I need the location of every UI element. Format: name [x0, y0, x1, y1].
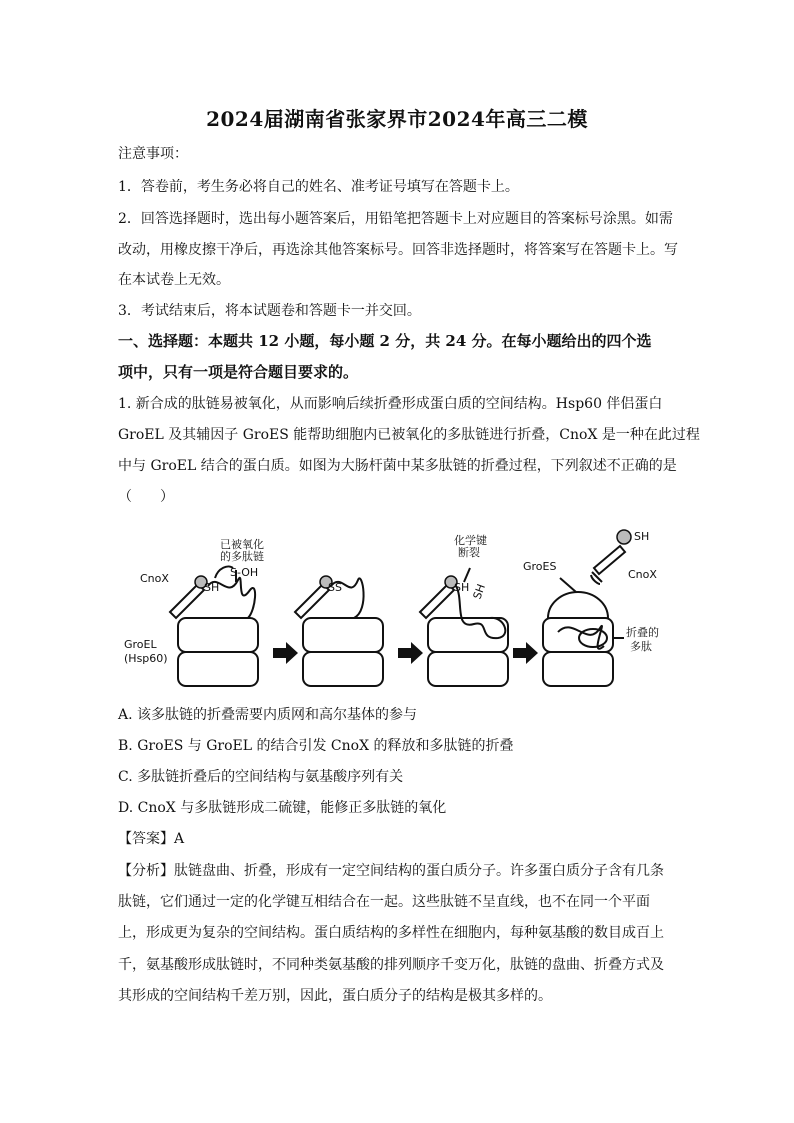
- label-sh-top: SH: [634, 530, 650, 543]
- section-heading: 一、选择题：本题共 12 小题，每小题 2 分，共 24 分。在每小题给出的四个选: [118, 332, 652, 350]
- notice-line: 在本试卷上无效。: [118, 272, 230, 288]
- analysis-line: 千，氨基酸形成肽链时，不同种类氨基酸的排列顺序千变万化，肽链的盘曲、折叠方式及: [118, 957, 664, 973]
- label-hsp60: (Hsp60): [124, 652, 168, 665]
- answer: 【答案】A: [118, 831, 185, 847]
- label-bond: 断裂: [458, 546, 480, 559]
- option-b: B. GroES 与 GroEL 的结合引发 CnoX 的释放和多肽链的折叠: [118, 738, 514, 754]
- question-stem: GroEL 及其辅因子 GroES 能帮助细胞内已被氧化的多肽链进行折叠，CnoX 是一种在此过程: [118, 427, 700, 443]
- cnox-rod: [420, 584, 454, 618]
- label-oxidized: 的多肽链: [220, 550, 264, 563]
- notice-line: 3．考试结束后，将本试题卷和答题卡一并交回。: [118, 303, 421, 319]
- groes-cap: [548, 592, 608, 618]
- label-sh-rotated: SH: [470, 582, 489, 602]
- label-cnox: CnoX: [140, 572, 169, 585]
- option-c: C. 多肽链折叠后的空间结构与氨基酸序列有关: [118, 769, 404, 785]
- analysis-line: 肽链，它们通过一定的化学键互相结合在一起。这些肽链不呈直线，也不在同一个平面: [118, 894, 650, 910]
- groel-ring: [543, 652, 613, 686]
- groel-ring: [178, 618, 258, 652]
- question-stem: 中与 GroEL 结合的蛋白质。如图为大肠杆菌中某多肽链的折叠过程，下列叙述不正确的是: [118, 458, 677, 474]
- groel-ring: [178, 652, 258, 686]
- analysis-line: 【分析】肽链盘曲、折叠，形成有一定空间结构的蛋白质分子。许多蛋白质分子含有几条: [118, 863, 664, 879]
- question-stem: 1. 新合成的肽链易被氧化，从而影响后续折叠形成蛋白质的空间结构。Hsp60 伴侣蛋白: [118, 396, 663, 412]
- folding-diagram: [118, 520, 678, 700]
- process-arrow-icon: [273, 642, 298, 664]
- groel-ring: [303, 652, 383, 686]
- notice-heading: 注意事项：: [118, 146, 188, 162]
- question-stem: （ ）: [118, 489, 174, 505]
- pointer-line: [464, 568, 470, 582]
- notice-line: 2．回答选择题时，选出每小题答案后，用铅笔把答题卡上对应题目的答案标号涂黑。如需: [118, 211, 673, 227]
- label-folded: 多肽: [630, 640, 652, 653]
- option-d: D. CnoX 与多肽链形成二硫键，能修正多肽链的氧化: [118, 800, 447, 816]
- process-arrow-icon: [398, 642, 423, 664]
- analysis-line: 上，形成更为复杂的空间结构。蛋白质结构的多样性在细胞内，每种氨基酸的数目成百上: [118, 925, 664, 941]
- process-arrow-icon: [513, 642, 538, 664]
- label-groes: GroES: [523, 560, 557, 573]
- section-heading: 项中，只有一项是符合题目要求的。: [118, 363, 359, 381]
- label-folded: 折叠的: [626, 626, 659, 639]
- cnox-rod: [594, 546, 625, 574]
- groel-ring: [428, 618, 508, 652]
- option-a: A. 该多肽链的折叠需要内质网和高尔基体的参与: [118, 707, 418, 723]
- label-ss: SS: [328, 581, 342, 594]
- label-soh: S-OH: [230, 566, 259, 579]
- label-cnox-right: CnoX: [628, 568, 657, 581]
- page-title: 2024届湖南省张家界市2024年高三二模: [206, 107, 588, 131]
- notice-line: 改动，用橡皮擦干净后，再选涂其他答案标号。回答非选择题时，将答案写在答题卡上。写: [118, 242, 678, 258]
- label-sh: SH: [454, 581, 470, 594]
- groel-ring: [303, 618, 383, 652]
- pointer-line: [560, 578, 576, 592]
- label-sh: SH: [204, 581, 220, 594]
- notice-line: 1．答卷前，考生务必将自己的姓名、准考证号填写在答题卡上。: [118, 179, 519, 195]
- folded-polypeptide: [579, 629, 607, 647]
- cnox-head: [617, 530, 631, 544]
- groel-ring: [428, 652, 508, 686]
- analysis-line: 其形成的空间结构千差万别，因此，蛋白质分子的结构是极其多样的。: [118, 988, 552, 1004]
- cnox-rod: [170, 584, 204, 618]
- label-bond: 化学键: [454, 534, 487, 547]
- label-oxidized: 已被氧化: [220, 538, 264, 551]
- label-groel: GroEL: [124, 638, 157, 651]
- cnox-rod: [295, 584, 329, 618]
